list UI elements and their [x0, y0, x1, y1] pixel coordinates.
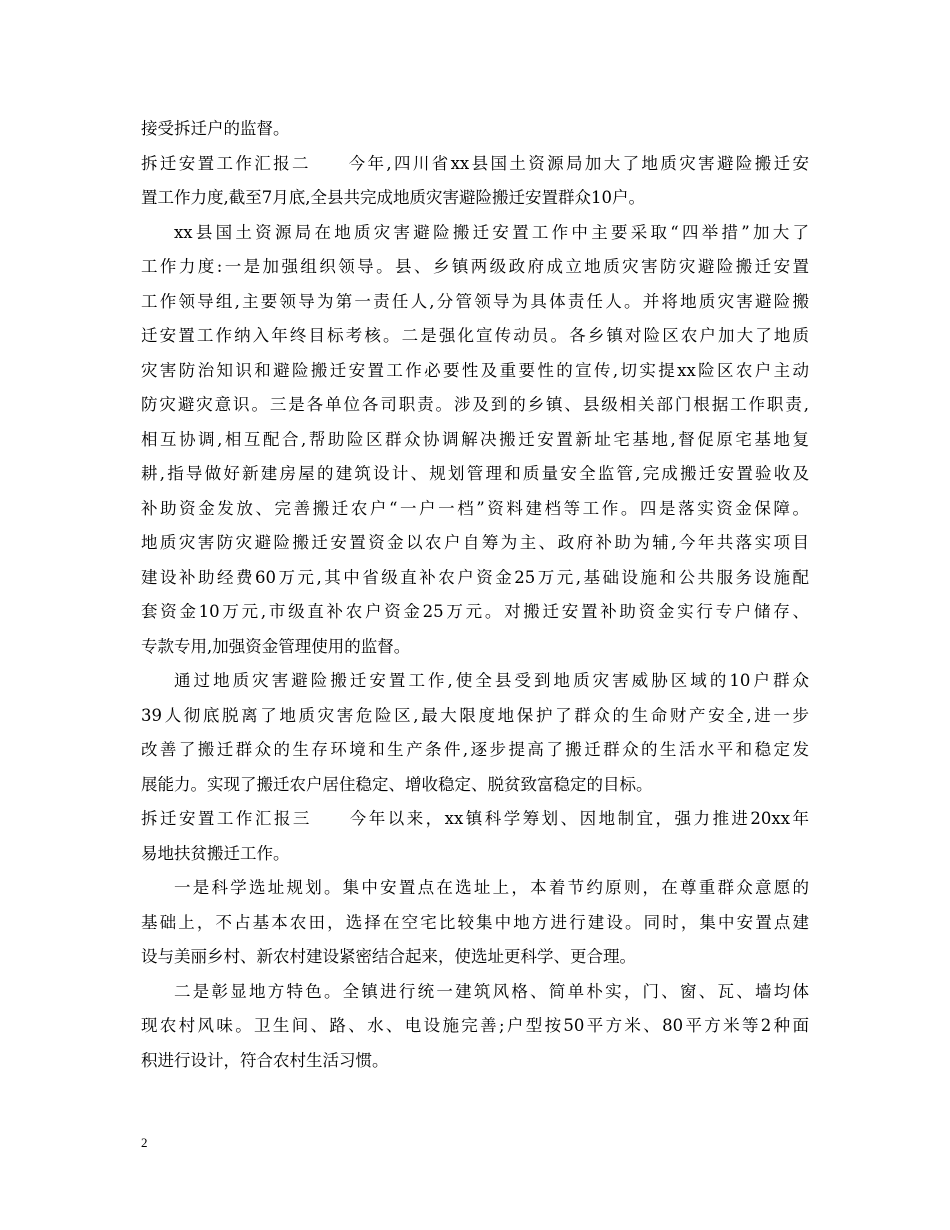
- text-line: 易地扶贫搬迁工作。: [141, 843, 290, 863]
- text-line: 通过地质灾害避险搬迁安置工作,使全县受到地质灾害威胁区域的10户群众: [174, 671, 809, 690]
- text-line: 39人彻底脱离了地质灾害危险区,最大限度地保护了群众的生命财产安全,进一步: [141, 705, 809, 725]
- text-line: 工作领导组,主要领导为第一责任人,分管领导为具体责任人。并将地质灾害避险搬: [141, 291, 809, 311]
- text-line: 相互协调,相互配合,帮助险区群众协调解决搬迁安置新址宅基地,督促原宅基地复: [141, 429, 809, 449]
- text-line: 设与美丽乡村、新农村建设紧密结合起来，使选址更科学、更合理。: [141, 947, 636, 966]
- text-line: 改善了搬迁群众的生存环境和生产条件,逐步提高了搬迁群众的生活水平和稳定发: [141, 740, 809, 759]
- text-line: 接受拆迁户的监督。: [141, 119, 290, 138]
- text-line: 展能力。实现了搬迁农户居住稳定、增收稳定、脱贫致富稳定的目标。: [141, 774, 653, 794]
- text-line: 补助资金发放、完善搬迁农户“一户一档”资料建档等工作。四是落实资金保障。: [141, 498, 809, 518]
- text-line: 套资金10万元,市级直补农户资金25万元。对搬迁安置补助资金实行专户储存、: [141, 602, 809, 621]
- text-line: 建设补助经费60万元,其中省级直补农户资金25万元,基础设施和公共服务设施配: [141, 567, 809, 587]
- text-line: 专款专用,加强资金管理使用的监督。: [141, 636, 411, 656]
- text-line: 防灾避灾意识。三是各单位各司职责。涉及到的乡镇、县级相关部门根据工作职责,: [141, 395, 809, 414]
- text-line: 置工作力度,截至7月底,全县共完成地质灾害避险搬迁安置群众10户。: [141, 188, 645, 207]
- text-line: 基础上，不占基本农田，选择在空宅比较集中地方进行建设。同时，集中安置点建: [141, 912, 809, 932]
- text-line: 耕,指导做好新建房屋的建筑设计、规划管理和质量安全监管,完成搬迁安置验收及: [141, 464, 809, 483]
- text-line: 灾害防治知识和避险搬迁安置工作必要性及重要性的宣传,切实提xx险区农户主动: [141, 360, 809, 380]
- text-line: 拆迁安置工作汇报三 今年以来，xx镇科学筹划、因地制宜，强力推进20xx年: [141, 809, 809, 828]
- page-number: 2: [141, 1135, 148, 1150]
- text-line: 迁安置工作纳入年终目标考核。二是强化宣传动员。各乡镇对险区农户加大了地质: [141, 326, 809, 345]
- text-line: 二是彰显地方特色。全镇进行统一建筑风格、简单朴实，门、窗、瓦、墙均体: [174, 981, 809, 1001]
- text-line: 现农村风味。卫生间、路、水、电设施完善;户型按50平方米、80平方米等2种面: [141, 1016, 809, 1035]
- document-body: [141, 112, 809, 1078]
- text-line: 工作力度:一是加强组织领导。县、乡镇两级政府成立地质灾害防灾避险搬迁安置: [141, 257, 809, 276]
- text-line: 地质灾害防灾避险搬迁安置资金以农户自筹为主、政府补助为辅,今年共落实项目: [141, 533, 809, 552]
- text-line: 拆迁安置工作汇报二 今年,四川省xx县国土资源局加大了地质灾害避险搬迁安: [141, 153, 809, 173]
- text-line: 一是科学选址规划。集中安置点在选址上，本着节约原则，在尊重群众意愿的: [174, 878, 809, 897]
- text-line: 积进行设计，符合农村生活习惯。: [141, 1050, 389, 1070]
- text-line: xx县国土资源局在地质灾害避险搬迁安置工作中主要采取“四举措”加大了: [174, 222, 809, 242]
